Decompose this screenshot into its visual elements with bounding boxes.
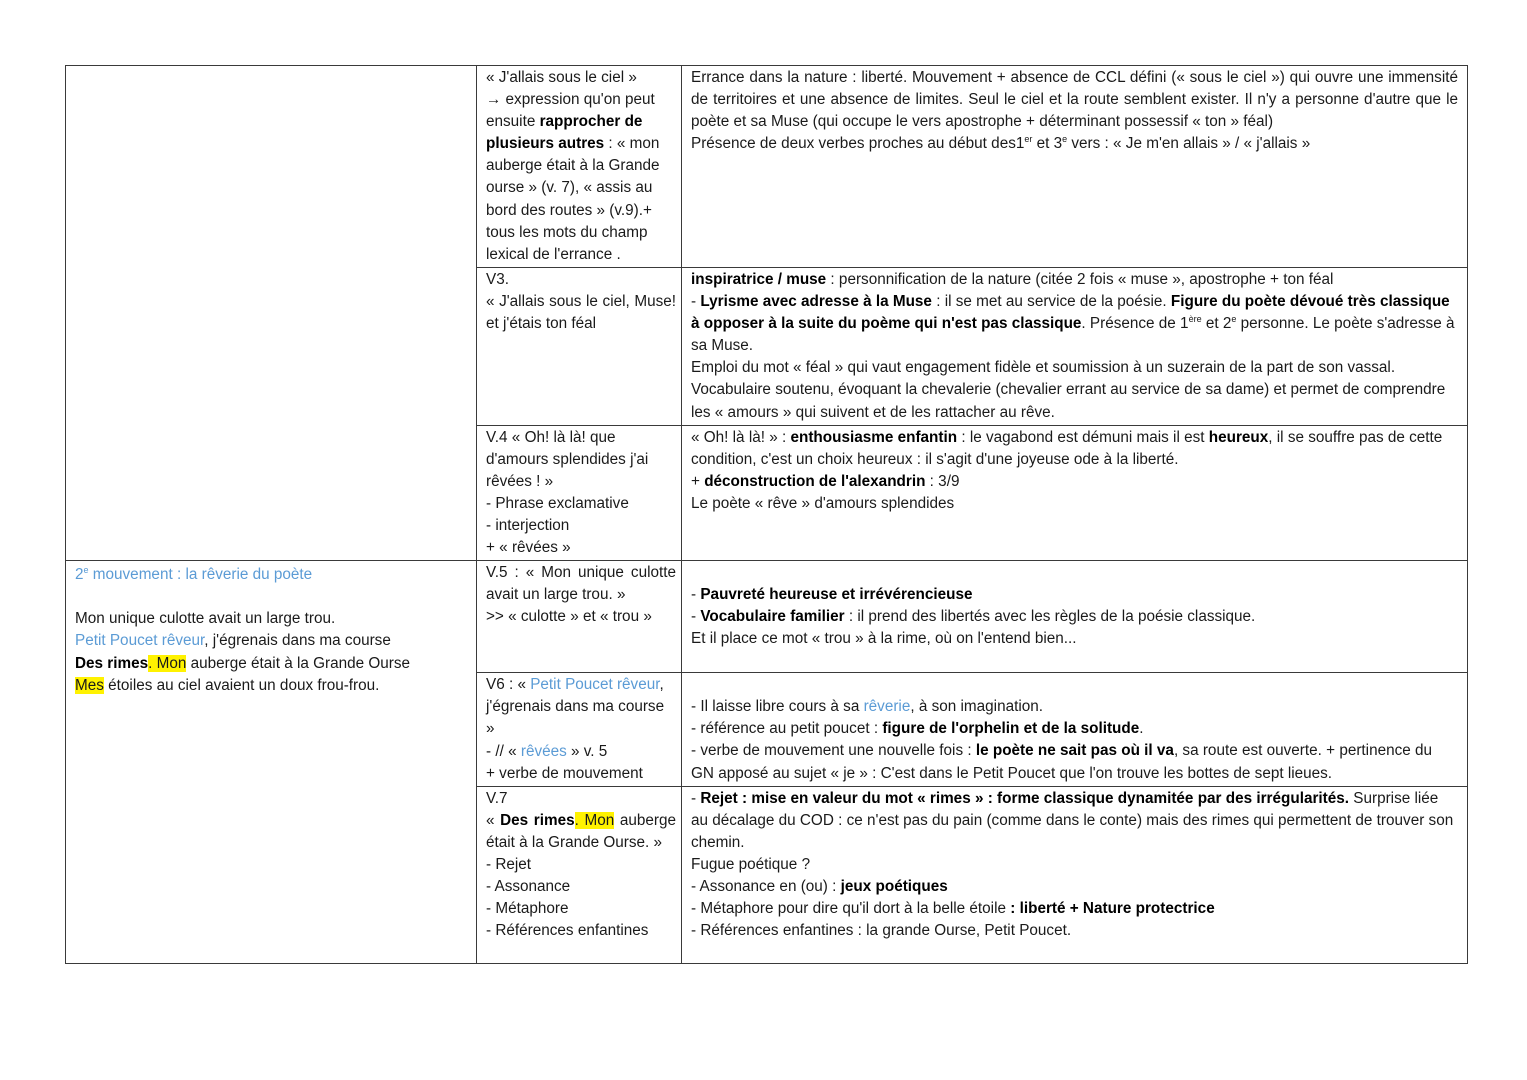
verse-quote: V6 : « Petit Poucet rêveur, j'égrenais dans ma course » bbox=[486, 676, 665, 738]
verse-note: → expression qu'on peut ensuite rapprocher de plusieurs autres : « mon auberge était à la Grande ourse » (v. 7), « assis au bord des routes » (v.9).+ tous les mots du champ lexical de l'errance . bbox=[486, 91, 660, 263]
poem-line: Petit Poucet rêveur, j'égrenais dans ma course bbox=[75, 632, 391, 650]
poem-cell bbox=[66, 561, 477, 963]
analysis-cell: - Il laisse libre cours à sa rêverie, à son imagination. - référence au petit poucet : figure de l'orphelin et de la solitude. - verbe de mouvement une nouvelle fois : le poète ne sait pas où il va, sa route est ouverte. + pertinence du GN apposé au sujet « je » : C'est dans le Petit Poucet que l'on trouve les bottes de sept lieues. bbox=[682, 673, 1468, 786]
poem-line: Mes étoiles au ciel avaient un doux frou-frou. bbox=[75, 676, 380, 694]
verse-cell bbox=[477, 268, 682, 426]
analysis-table bbox=[65, 65, 1468, 964]
analysis-cell bbox=[682, 66, 1468, 268]
poem-line: Des rimes. Mon auberge était à la Grande Ourse bbox=[75, 654, 411, 672]
analysis-text: Errance dans la nature : liberté. Mouvement + absence de CCL défini (« sous le ciel ») qui ouvre une immensité de territoires et une absence de limites. Seul le ciel et la route semblent exister. Il n'y a personne d'autre que le poète et sa Muse (qui occupe le vers apostrophe + déterminant possessif « ton » féal) bbox=[691, 69, 1458, 131]
table-row bbox=[66, 66, 1468, 268]
analysis-cell: inspiratrice / muse : personnification de la nature (citée 2 fois « muse », apostrophe + ton féal - Lyrisme avec adresse à la Muse : il se met au service de la poésie. Figure du poète dévoué très classique à opposer à la suite du poème qui n'est pas classique. Présence de 1ère et 2e personne. Le poète s'adresse à sa Muse. Emploi du mot « féal » qui vaut engagement fidèle et soumission à un suzerain de la part de son vassal. Vocabulaire soutenu, évoquant la chevalerie (chevalier errant au service de sa dame) et permet de comprendre les « amours » qui suivent et de les rattacher au rêve. bbox=[682, 268, 1468, 426]
verse-quote: V.4 « Oh! là là! que d'amours splendides j'ai rêvées ! » bbox=[486, 428, 649, 490]
verse-cell: V6 : « Petit Poucet rêveur, j'égrenais dans ma course » - // « rêvées » v. 5 + verbe de mouvement bbox=[477, 673, 682, 786]
verse-quote: « Des rimes. Mon auberge était à la Grande Ourse. » bbox=[486, 811, 676, 851]
verse-quote: « J'allais sous le ciel, Muse! et j'étais ton féal bbox=[486, 293, 676, 333]
verse-quote: « J'allais sous le ciel » bbox=[486, 69, 637, 86]
verse-cell: V.4 « Oh! là là! que d'amours splendides j'ai rêvées ! » - Phrase exclamative - interjection + « rêvées » bbox=[477, 425, 682, 561]
verse-quote: V.5 : « Mon unique culotte avait un large trou. » bbox=[486, 564, 676, 604]
movement-heading: 2e mouvement : la rêverie du poète bbox=[75, 565, 313, 584]
verse-cell bbox=[477, 66, 682, 268]
verse-label: V.7 bbox=[486, 789, 508, 807]
analysis-cell: - Rejet : mise en valeur du mot « rimes » : forme classique dynamitée par des irrégularités. Surprise liée au décalage du COD : ce n'est pas du pain (comme dans le conte) mais des rimes qui permettent de trouver son chemin. Fugue poétique ? - Assonance en (ou) : jeux poétiques - Métaphore pour dire qu'il dort à la belle étoile : liberté + Nature protectrice - Références enfantines : la grande Ourse, Petit Poucet. bbox=[682, 786, 1468, 963]
poem-line: Mon unique culotte avait un large trou. bbox=[75, 610, 336, 628]
verse-cell: V.7 « Des rimes. Mon auberge était à la Grande Ourse. » - Rejet - Assonance - Métaphore - Références enfantines bbox=[477, 786, 682, 963]
analysis-cell: - Pauvreté heureuse et irrévérencieuse - Vocabulaire familier : il prend des libertés avec les règles de la poésie classique. Et il place ce mot « trou » à la rime, où on l'entend bien... bbox=[682, 561, 1468, 673]
verse-cell: V.5 : « Mon unique culotte avait un large trou. » >> « culotte » et « trou » bbox=[477, 561, 682, 673]
analysis-cell: « Oh! là là! » : enthousiasme enfantin : le vagabond est démuni mais il est heureux, il se souffre pas de cette condition, c'est un choix heureux : il s'agit d'une joyeuse ode à la liberté. + déconstruction de l'alexandrin : 3/9 Le poète « rêve » d'amours splendides bbox=[682, 425, 1468, 561]
verse-label: V3. bbox=[486, 271, 509, 288]
analysis-text: Présence de deux verbes proches au début des1er et 3e vers : « Je m'en allais » / « j'allais » bbox=[691, 134, 1311, 153]
left-cell-empty bbox=[66, 66, 477, 561]
table-row bbox=[66, 561, 1468, 673]
